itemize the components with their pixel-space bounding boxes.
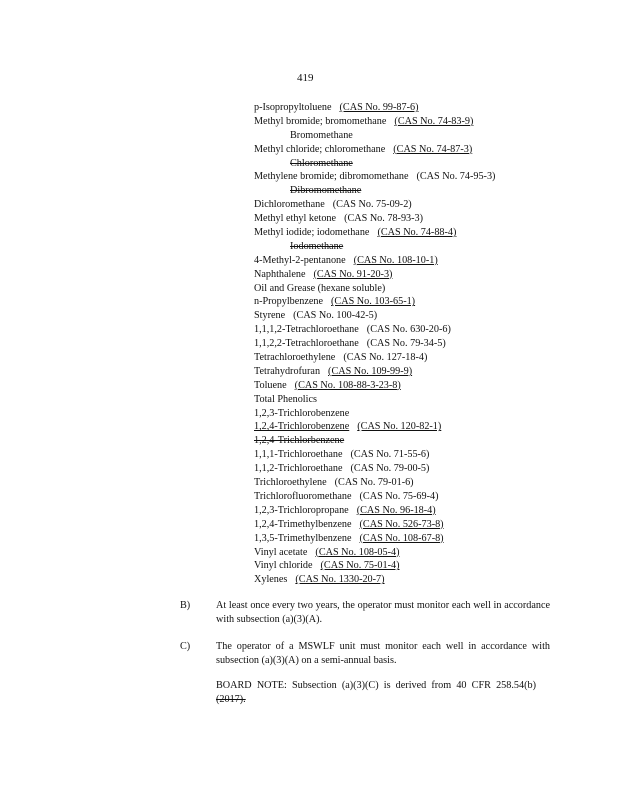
chemical-entry bbox=[254, 115, 584, 129]
monitoring-items bbox=[180, 599, 550, 681]
chemical-name: 1,2,3-Trichlorobenzene bbox=[254, 407, 350, 419]
chemical-name: 1,1,2-Trichloroethane bbox=[254, 463, 343, 475]
chemical-entry bbox=[254, 184, 584, 198]
cas-number: (CAS No. 100-42-5) bbox=[293, 310, 378, 322]
chemical-entry bbox=[254, 448, 584, 462]
chemical-entry bbox=[254, 240, 584, 254]
chemical-entry bbox=[254, 254, 584, 268]
chemical-entry bbox=[254, 407, 584, 421]
chemical-name: Xylenes bbox=[254, 574, 288, 586]
cas-number: (CAS No. 108-67-8) bbox=[359, 532, 444, 544]
chemical-entry bbox=[254, 309, 584, 323]
chemical-name: p-Isopropyltoluene bbox=[254, 102, 332, 113]
chemical-name: Oil and Grease (hexane soluble) bbox=[254, 282, 386, 294]
cas-number: (CAS No. 120-82-1) bbox=[357, 421, 442, 433]
chemical-entry bbox=[254, 143, 584, 157]
cas-number: (CAS No. 74-83-9) bbox=[394, 115, 474, 127]
chemical-name: 1,2,4-Trichlorobenzene bbox=[254, 421, 350, 433]
cas-number: (CAS No. 79-34-5) bbox=[366, 338, 446, 350]
cas-number: (CAS No. 96-18-4) bbox=[356, 504, 436, 516]
cas-number: (CAS No. 71-55-6) bbox=[350, 449, 430, 461]
chemical-name: 1,2,4-Trimethylbenzene bbox=[254, 518, 352, 530]
chemical-entry bbox=[254, 351, 584, 365]
chemical-name: Trichloroethylene bbox=[254, 477, 327, 489]
chemical-entry bbox=[254, 170, 584, 184]
cas-number: (CAS No. 1330-20-7) bbox=[295, 574, 385, 586]
chemical-name: 1,1,2,2-Tetrachloroethane bbox=[254, 338, 359, 350]
cas-number: (CAS No. 526-73-8) bbox=[359, 518, 444, 530]
chemical-entry bbox=[254, 157, 584, 171]
chemical-name: Naphthalene bbox=[254, 268, 306, 280]
chemical-name: 4-Methyl-2-pentanone bbox=[254, 254, 346, 266]
chemical-entry bbox=[254, 282, 584, 296]
cas-number: (CAS No. 630-20-6) bbox=[366, 324, 451, 336]
chemical-name: Vinyl chloride bbox=[254, 560, 313, 572]
chemical-name: Dibromomethane bbox=[290, 185, 362, 197]
chemical-entry bbox=[254, 393, 584, 407]
chemical-entry bbox=[254, 268, 584, 282]
item-letter: C) bbox=[180, 640, 191, 652]
chemical-entry bbox=[254, 323, 584, 337]
cas-number: (CAS No. 108-88-3-23-8) bbox=[294, 379, 401, 391]
chemical-name: Toluene bbox=[254, 379, 287, 391]
cas-number: (CAS No. 108-05-4) bbox=[315, 546, 400, 558]
chemical-entry bbox=[254, 365, 584, 379]
chemical-list bbox=[254, 101, 584, 587]
chemical-name: 1,3,5-Trimethylbenzene bbox=[254, 532, 352, 544]
chemical-name: Methyl bromide; bromomethane bbox=[254, 115, 387, 127]
chemical-name: Bromomethane bbox=[290, 129, 353, 141]
chemical-entry bbox=[254, 101, 584, 115]
cas-number: (CAS No. 75-69-4) bbox=[359, 490, 439, 502]
chemical-name: Tetrahydrofuran bbox=[254, 365, 321, 377]
chemical-name: Vinyl acetate bbox=[254, 546, 308, 558]
cas-number: (CAS No. 79-01-6) bbox=[334, 477, 414, 489]
chemical-name: 1,2,3-Trichloropropane bbox=[254, 504, 349, 516]
cas-number: (CAS No. 91-20-3) bbox=[313, 268, 393, 280]
chemical-entry bbox=[254, 198, 584, 212]
cas-number: (CAS No. 103-65-1) bbox=[331, 296, 416, 308]
item-text: The operator of a MSWLF unit must monitor each well in accordance with subsection (a)(3)(A) on a semi-annual basis. bbox=[216, 640, 550, 666]
page-number: 419 bbox=[297, 72, 314, 84]
chemical-entry bbox=[254, 476, 584, 490]
chemical-name: Iodomethane bbox=[290, 240, 344, 252]
chemical-entry bbox=[254, 490, 584, 504]
chemical-entry bbox=[254, 295, 584, 309]
chemical-name: Tetrachloroethylene bbox=[254, 352, 336, 364]
chemical-entry bbox=[254, 129, 584, 143]
chemical-name: Styrene bbox=[254, 310, 286, 322]
board-note-struck-year: (2017). bbox=[216, 693, 246, 705]
chemical-name: 1,1,1,2-Tetrachloroethane bbox=[254, 324, 359, 336]
chemical-name: Methyl ethyl ketone bbox=[254, 213, 337, 225]
item-letter: B) bbox=[180, 600, 191, 611]
cas-number: (CAS No. 75-09-2) bbox=[332, 199, 412, 211]
chemical-entry bbox=[254, 559, 584, 573]
board-note-text: BOARD NOTE: Subsection (a)(3)(C) is derived from 40 CFR 258.54(b) bbox=[216, 680, 536, 691]
cas-number: (CAS No. 109-99-9) bbox=[328, 365, 413, 377]
chemical-entry bbox=[254, 434, 584, 448]
cas-number: (CAS No. 74-88-4) bbox=[377, 227, 457, 239]
chemical-entry bbox=[254, 337, 584, 351]
chemical-name: Methylene bromide; dibromomethane bbox=[254, 171, 409, 183]
chemical-name: 1,1,1-Trichloroethane bbox=[254, 449, 343, 461]
chemical-name: Dichloromethane bbox=[254, 199, 325, 211]
chemical-name: n-Propylbenzene bbox=[254, 296, 324, 308]
chemical-entry bbox=[254, 546, 584, 560]
chemical-name: Methyl iodide; iodomethane bbox=[254, 227, 370, 239]
chemical-name: Chloromethane bbox=[290, 157, 353, 169]
chemical-name: 1,2,4-Trichlorbenzene bbox=[254, 435, 345, 447]
chemical-name: Total Phenolics bbox=[254, 393, 317, 405]
cas-number: (CAS No. 74-87-3) bbox=[393, 143, 473, 155]
monitoring-item bbox=[180, 640, 550, 668]
chemical-entry bbox=[254, 532, 584, 546]
item-text: At least once every two years, the operator must monitor each well in accordance with subsection (a)(3)(A). bbox=[216, 600, 550, 625]
chemical-entry bbox=[254, 518, 584, 532]
cas-number: (CAS No. 99-87-6) bbox=[339, 102, 419, 113]
chemical-entry bbox=[254, 462, 584, 476]
chemical-entry bbox=[254, 420, 584, 434]
chemical-entry bbox=[254, 573, 584, 587]
cas-number: (CAS No. 75-01-4) bbox=[320, 560, 400, 572]
cas-number: (CAS No. 79-00-5) bbox=[350, 463, 430, 475]
chemical-name: Methyl chloride; chloromethane bbox=[254, 143, 386, 155]
cas-number: (CAS No. 78-93-3) bbox=[344, 213, 424, 225]
chemical-entry bbox=[254, 504, 584, 518]
chemical-name: Trichlorofluoromethane bbox=[254, 490, 352, 502]
chemical-entry bbox=[254, 379, 584, 393]
monitoring-item bbox=[180, 599, 550, 627]
cas-number: (CAS No. 108-10-1) bbox=[353, 254, 438, 266]
chemical-entry bbox=[254, 226, 584, 240]
cas-number: (CAS No. 74-95-3) bbox=[416, 171, 496, 183]
cas-number: (CAS No. 127-18-4) bbox=[343, 352, 428, 364]
chemical-entry bbox=[254, 212, 584, 226]
board-note bbox=[216, 679, 536, 707]
